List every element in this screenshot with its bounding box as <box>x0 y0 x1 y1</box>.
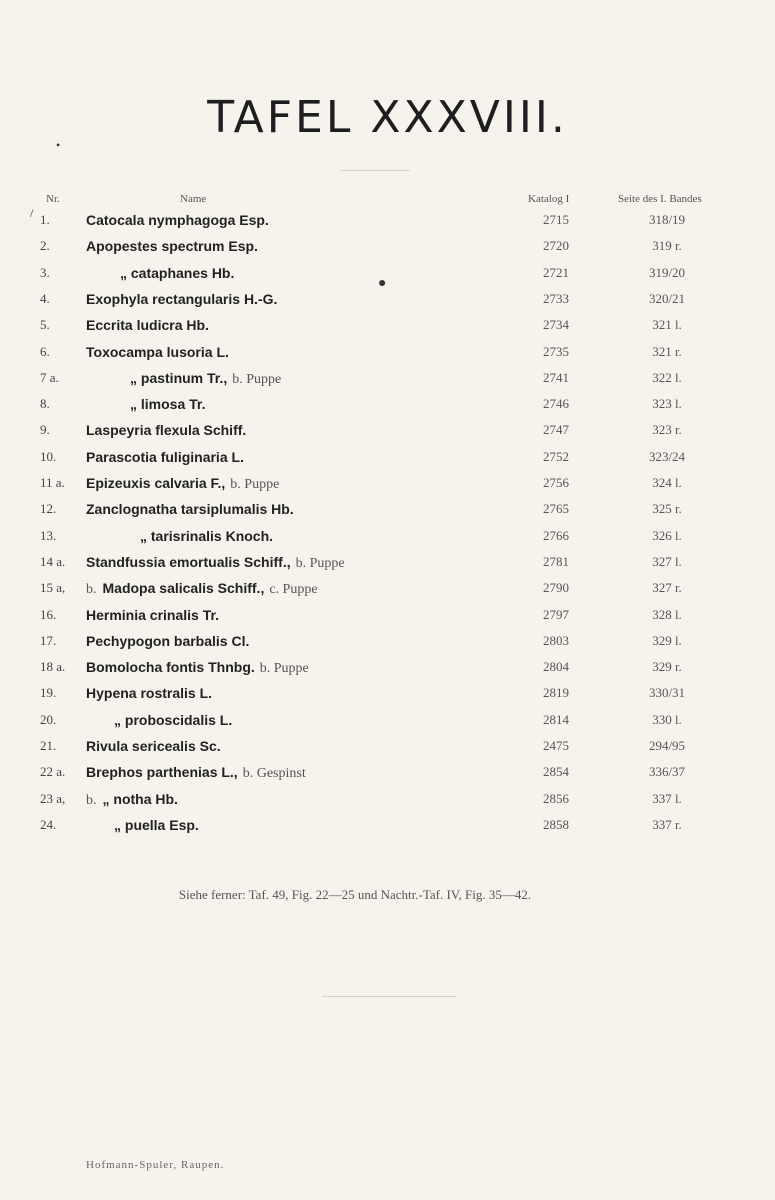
page-reference: 329 l. <box>652 632 682 648</box>
page-title: TAFEL XXXVIII. <box>207 92 568 143</box>
page-reference: 327 r. <box>652 580 682 596</box>
page-reference: 321 l. <box>652 317 682 333</box>
row-number: 21. <box>40 738 57 753</box>
species-name: „ pastinum Tr., <box>130 369 228 386</box>
species-name: Laspeyria flexula Schiff. <box>86 422 247 439</box>
table-row <box>0 396 775 422</box>
table-row <box>0 238 775 264</box>
species-name-cell <box>86 291 277 309</box>
katalog-number: 2781 <box>543 553 569 569</box>
species-name: Rivula sericealis Sc. <box>86 738 221 754</box>
species-name-cell <box>86 449 244 467</box>
table-row <box>0 712 775 738</box>
table-row <box>0 528 775 554</box>
page-reference: 325 r. <box>652 501 682 517</box>
page-reference: 336/37 <box>648 764 686 780</box>
header-katalog: Katalog I <box>528 193 570 205</box>
table-row <box>0 449 775 475</box>
row-number: 7 a. <box>40 369 59 385</box>
top-rule <box>340 170 410 171</box>
row-number: 12. <box>40 501 57 517</box>
species-name-cell <box>86 580 318 598</box>
table-row <box>0 817 775 843</box>
katalog-number: 2766 <box>543 527 569 543</box>
species-name-cell <box>86 659 309 677</box>
species-name: Toxocampa lusoria L. <box>86 343 229 360</box>
page-reference: 318/19 <box>648 212 686 227</box>
row-number: 17. <box>40 632 57 648</box>
species-name-cell <box>140 528 273 546</box>
species-name-cell <box>86 475 279 493</box>
row-note: b. Puppe <box>230 477 280 492</box>
species-name-cell <box>86 554 345 572</box>
page-reference: 328 l. <box>652 606 682 622</box>
bottom-rule <box>322 996 456 997</box>
page-reference: 327 l. <box>652 553 682 569</box>
table-row <box>0 475 775 501</box>
species-name-cell <box>86 633 249 651</box>
table-row <box>0 659 775 685</box>
species-name: Herminia crinalis Tr. <box>86 606 220 623</box>
katalog-number: 2741 <box>543 369 569 385</box>
species-name-cell <box>86 317 209 335</box>
species-name-cell <box>86 791 178 809</box>
table-row <box>0 607 775 633</box>
species-name-cell <box>86 212 269 230</box>
species-name-cell <box>114 817 199 835</box>
katalog-number: 2752 <box>543 448 569 464</box>
row-number: 6. <box>40 343 50 359</box>
species-name: Pechypogon barbalis Cl. <box>86 632 250 649</box>
table-row <box>0 344 775 370</box>
species-name: Hypena rostralis L. <box>86 685 213 702</box>
page-reference: 319 r. <box>652 238 682 254</box>
row-number: 3. <box>40 264 50 280</box>
species-name-cell <box>86 607 219 625</box>
species-name-cell <box>86 344 229 362</box>
katalog-number: 2804 <box>543 659 569 675</box>
species-name-cell <box>86 738 221 756</box>
species-name-cell <box>86 422 246 440</box>
katalog-number: 2854 <box>543 764 569 780</box>
speck-mark: • <box>56 138 61 152</box>
species-name: „ proboscidalis L. <box>114 711 233 728</box>
table-row <box>0 317 775 343</box>
species-name-cell <box>114 712 232 730</box>
row-number: 4. <box>40 290 50 306</box>
katalog-number: 2819 <box>543 685 569 701</box>
page-reference: 329 r. <box>652 659 682 675</box>
katalog-number: 2747 <box>543 422 569 438</box>
page-reference: 330/31 <box>648 685 686 701</box>
species-name-cell <box>86 238 258 256</box>
row-number: 5. <box>40 317 50 333</box>
table-row <box>0 422 775 448</box>
row-prefix: b. <box>86 792 97 808</box>
row-number: 8. <box>40 396 50 412</box>
katalog-number: 2735 <box>543 343 569 359</box>
table-row <box>0 501 775 527</box>
row-number: 14 a. <box>40 553 66 569</box>
table-row <box>0 685 775 711</box>
katalog-number: 2765 <box>543 501 569 517</box>
table-row <box>0 791 775 817</box>
page-reference: 322 l. <box>652 369 682 385</box>
species-name: Eccrita ludicra Hb. <box>86 317 209 334</box>
species-name: „ puella Esp. <box>114 816 199 833</box>
table-row <box>0 764 775 790</box>
page-reference: 337 l. <box>652 790 682 806</box>
row-number: 10. <box>40 448 57 464</box>
row-number: 16. <box>40 606 57 622</box>
species-name-cell <box>86 501 294 519</box>
row-number: 11 a. <box>40 475 65 490</box>
species-name: Bomolocha fontis Thnbg. <box>86 659 255 676</box>
row-number: 1. <box>40 212 50 227</box>
table-row <box>0 554 775 580</box>
katalog-number: 2715 <box>543 212 569 227</box>
species-name-cell <box>120 265 234 283</box>
row-number: 19. <box>40 685 57 701</box>
table-row <box>0 291 775 317</box>
header-nr: Nr. <box>46 193 60 205</box>
page-reference: 330 l. <box>652 711 682 727</box>
species-name-cell <box>130 396 205 414</box>
katalog-number: 2856 <box>543 790 569 806</box>
header-seite: Seite des I. Bandes <box>618 193 702 205</box>
katalog-number: 2814 <box>543 711 569 727</box>
katalog-number: 2734 <box>543 317 569 333</box>
species-name: „ cataphanes Hb. <box>120 264 235 281</box>
species-name: Catocala nymphagoga Esp. <box>86 212 269 228</box>
page-reference: 337 r. <box>652 816 682 832</box>
row-number: 15 a, <box>40 580 66 596</box>
row-note: b. Gespinst <box>242 766 306 782</box>
table-row <box>0 580 775 606</box>
table-row <box>0 633 775 659</box>
katalog-number: 2733 <box>543 290 569 306</box>
ink-blot-mark: ● <box>378 276 387 291</box>
species-name: Epizeuxis calvaria F., <box>86 475 226 491</box>
row-note: b. Puppe <box>259 661 309 677</box>
row-number: 18 a. <box>40 659 66 675</box>
species-name: Apopestes spectrum Esp. <box>86 238 258 255</box>
species-name: „ limosa Tr. <box>130 396 206 413</box>
tick-mark: / <box>30 206 34 220</box>
row-note: c. Puppe <box>269 582 318 598</box>
row-note: b. Puppe <box>295 555 345 571</box>
page-reference: 294/95 <box>648 738 686 753</box>
katalog-number: 2721 <box>543 264 569 280</box>
row-number: 9. <box>40 422 50 438</box>
see-also-note: Siehe ferner: Taf. 49, Fig. 22—25 und Nachtr.-Taf. IV, Fig. 35—42. <box>178 887 532 902</box>
species-name-cell <box>130 370 281 388</box>
page-reference: 323/24 <box>648 448 686 464</box>
katalog-number: 2756 <box>543 475 569 490</box>
row-number: 23 a, <box>40 790 66 806</box>
species-name: Exophyla rectangularis H.-G. <box>86 290 278 307</box>
row-number: 20. <box>40 711 57 727</box>
row-prefix: b. <box>86 582 97 598</box>
species-name: Brephos parthenias L., <box>86 764 238 781</box>
species-name: Zanclognatha tarsiplumalis Hb. <box>86 501 294 518</box>
row-number: 13. <box>40 527 57 543</box>
header-name: Name <box>180 193 207 205</box>
page-reference: 320/21 <box>648 290 686 306</box>
katalog-number: 2746 <box>543 396 569 412</box>
katalog-number: 2858 <box>543 816 569 832</box>
species-name-cell <box>86 764 306 782</box>
table-row <box>0 265 775 291</box>
katalog-number: 2720 <box>543 238 569 254</box>
katalog-number: 2803 <box>543 632 569 648</box>
row-note: b. Puppe <box>232 371 282 387</box>
row-number: 22 a. <box>40 764 66 780</box>
species-name-cell <box>86 685 212 703</box>
katalog-number: 2790 <box>543 580 569 596</box>
species-name: „ notha Hb. <box>102 790 178 807</box>
table-row <box>0 738 775 764</box>
page-reference: 326 l. <box>652 527 682 543</box>
page-reference: 324 l. <box>652 475 682 490</box>
page-reference: 323 l. <box>652 396 682 412</box>
footer-imprint: Hofmann-Spuler, Raupen. <box>86 1159 225 1171</box>
row-number: 24. <box>40 816 57 832</box>
page-reference: 321 r. <box>652 343 682 359</box>
species-name: Standfussia emortualis Schiff., <box>86 553 291 570</box>
species-name: Parascotia fuliginaria L. <box>86 448 244 465</box>
page-reference: 323 r. <box>652 422 682 438</box>
table-row <box>0 370 775 396</box>
table-row <box>0 212 775 238</box>
katalog-number: 2797 <box>543 606 569 622</box>
katalog-number: 2475 <box>543 738 569 753</box>
species-name: Madopa salicalis Schiff., <box>102 580 265 597</box>
page-reference: 319/20 <box>648 264 686 280</box>
species-name: „ tarisrinalis Knoch. <box>140 527 274 544</box>
row-number: 2. <box>40 238 50 254</box>
